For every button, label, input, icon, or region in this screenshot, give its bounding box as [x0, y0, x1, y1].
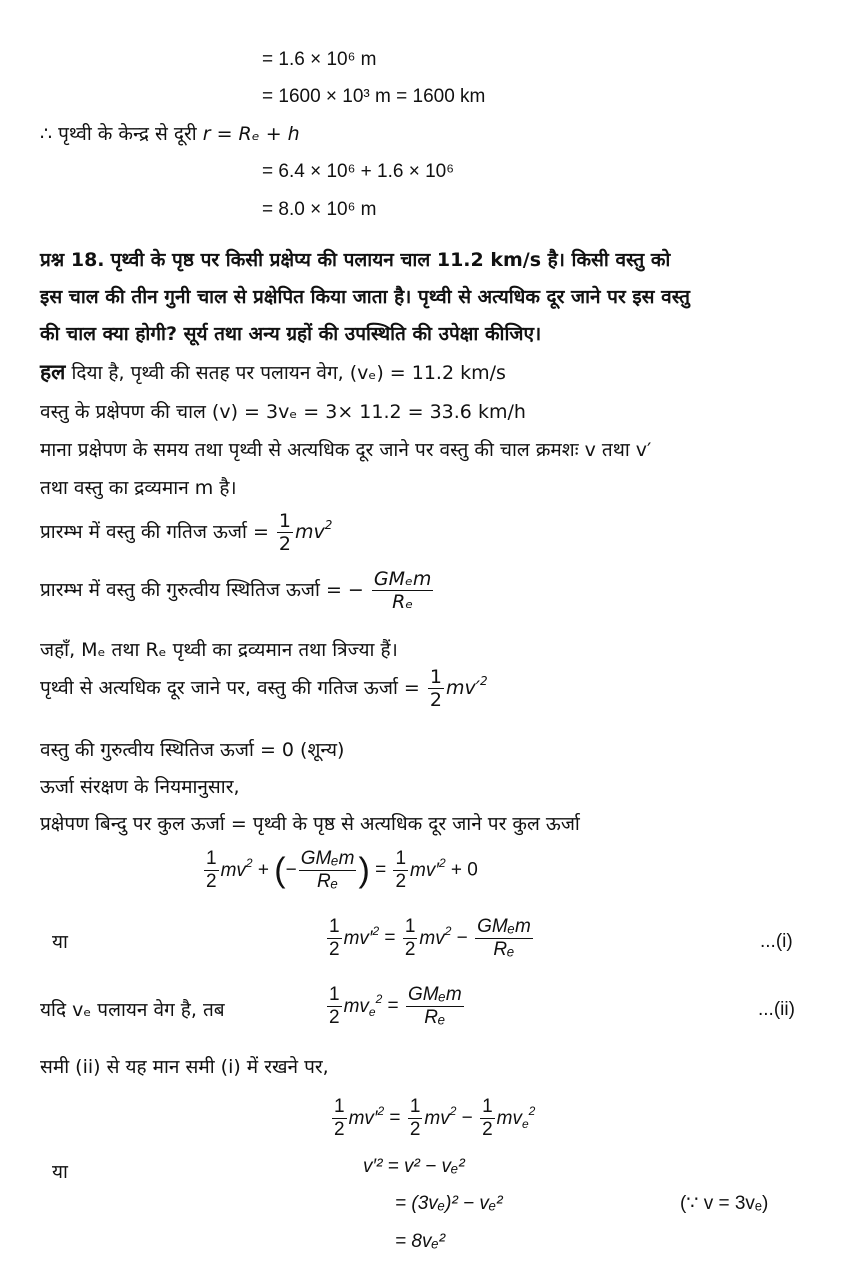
substituted-equation: $\frac{1}{2}$ $mv'^2$ = $\frac{1}{2}$ $mv^2$ − $\frac{1}{2}$ $mv_e^2$ [334, 1096, 536, 1140]
solution-line-2: वस्तु के प्रक्षेपण की चाल (v) = 3vₑ = 3× 11.2 = 33.6 km/h [40, 401, 526, 423]
denominator: 2 [395, 871, 407, 892]
final-equation-2: = (3vₑ)² − vₑ² [395, 1193, 503, 1214]
because-note: (∵ v = 3vₑ) [680, 1193, 769, 1214]
kinetic-energy-label: प्रारम्भ में वस्तु की गतिज ऊर्जा = [40, 521, 269, 543]
mv2: $mv^2$ [419, 923, 452, 949]
mve2: $mv_e^2$ [496, 1103, 536, 1131]
denominator: 2 [329, 939, 340, 960]
fraction-gmm-re [406, 984, 464, 1029]
denominator: 2 [404, 939, 416, 960]
fraction-half [408, 1096, 423, 1141]
calc-line-3-eq: r = Rₑ + h [202, 123, 300, 145]
numerator: 1 [429, 666, 442, 688]
numerator: 1 [409, 1096, 421, 1117]
ya-label-1: या [52, 931, 68, 953]
fraction-gmm-re [299, 848, 357, 893]
solution-line-3: माना प्रक्षेपण के समय तथा पृथ्वी से अत्यधिक दूर जाने पर वस्तु की चाल क्रमशः v तथा v′ [40, 439, 652, 461]
fraction-half [204, 848, 219, 893]
left-paren: ( [274, 851, 286, 890]
fraction-half [327, 916, 342, 961]
question-text-1: पृथ्वी के पृष्ठ पर किसी प्रक्षेप्य की पलायन चाल 11.2 km/s है। किसी वस्तु को [110, 249, 671, 271]
numerator: 1 [395, 848, 407, 869]
ya-label-2: या [52, 1161, 68, 1183]
numerator: GMₑm [373, 568, 432, 590]
denominator: Rₑ [392, 591, 414, 613]
right-paren: ) [358, 851, 370, 890]
mv-prime2: $mv'^2$ [445, 674, 488, 699]
numerator: GMₑm [300, 848, 355, 869]
denominator: 2 [482, 1119, 493, 1140]
question-line-1 [40, 248, 670, 272]
numerator: 1 [329, 984, 340, 1005]
question-line-2: इस चाल की तीन गुनी चाल से प्रक्षेपित किया जाता है। पृथ्वी से अत्यधिक दूर जाने पर इस वस्तु [40, 286, 690, 308]
solution-line-7: जहाँ, Mₑ तथा Rₑ पृथ्वी का द्रव्यमान तथा त्रिज्या हैं। [40, 639, 398, 661]
numerator: 1 [404, 916, 416, 937]
potential-energy-label: प्रारम्भ में वस्तु की गुरुत्वीय स्थितिज ऊर्जा = − [40, 579, 364, 601]
kinetic-energy-far-label: पृथ्वी से अत्यधिक दूर जाने पर, वस्तु की गतिज ऊर्जा = [40, 677, 420, 699]
calc-line-2: = 1600 × 10³ m = 1600 km [262, 86, 486, 107]
denominator: Rₑ [493, 939, 515, 960]
solution-label: हल [40, 360, 66, 384]
solution-line-14: समी (ii) से यह मान समी (i) में रखने पर, [40, 1056, 329, 1078]
fraction-gmm-re [475, 916, 533, 961]
fraction-half [480, 1096, 495, 1141]
denominator: 2 [409, 1119, 421, 1140]
final-equation-1: v′² = v² − vₑ² [363, 1156, 465, 1177]
equation-ref-i: ...(i) [760, 931, 793, 952]
denominator: 2 [329, 1007, 340, 1028]
question-label: प्रश्न 18. [40, 249, 105, 271]
potential-energy-initial [40, 568, 435, 613]
calc-line-3-label: ∴ पृथ्वी के केन्द्र से दूरी [40, 123, 197, 145]
denominator: 2 [206, 871, 217, 892]
escape-velocity-condition: यदि vₑ पलायन वेग है, तब [40, 999, 225, 1021]
equation-ii: $\frac{1}{2}$ $mv_e^2$ = $\frac{\text{GMₑm}}{\text{Rₑ}}$ [329, 984, 462, 1028]
fraction-half [428, 666, 444, 711]
mv2: $mv^2$ [424, 1103, 457, 1129]
solution-text-1: दिया है, पृथ्वी की सतह पर पलायन वेग, (vₑ) = 11.2 km/s [71, 362, 506, 384]
solution-line-11: प्रक्षेपण बिन्दु पर कुल ऊर्जा = पृथ्वी के पृष्ठ से अत्यधिक दूर जाने पर कुल ऊर्जा [40, 813, 580, 835]
kinetic-energy-initial [40, 510, 332, 555]
denominator: Rₑ [424, 1007, 446, 1028]
fraction-half [332, 1096, 347, 1141]
numerator: 1 [482, 1096, 493, 1117]
numerator: 1 [329, 916, 340, 937]
final-equation-3: = 8vₑ² [395, 1231, 446, 1252]
question-line-3: की चाल क्या होगी? सूर्य तथा अन्य ग्रहों की उपस्थिति की उपेक्षा कीजिए। [40, 323, 542, 345]
fraction-half [403, 916, 418, 961]
calc-line-4: = 6.4 × 10⁶ + 1.6 × 10⁶ [262, 161, 455, 182]
numerator: 1 [206, 848, 217, 869]
denominator: Rₑ [317, 871, 339, 892]
solution-line-9: वस्तु की गुरुत्वीय स्थितिज ऊर्जा = 0 (शून्य) [40, 739, 345, 761]
numerator: GMₑm [477, 916, 531, 937]
energy-equation: $\frac{1}{2}$ $mv^2$ + (− $\frac{\text{GMₑm}}{\text{Rₑ}}$ ) = $\frac{1}{2}$ $mv'^2 + 0$ [206, 848, 478, 892]
numerator: 1 [278, 510, 291, 532]
calc-line-3-text [40, 122, 300, 146]
fraction-half [327, 984, 342, 1029]
numerator: 1 [334, 1096, 345, 1117]
fraction-half [393, 848, 408, 893]
calc-line-5: = 8.0 × 10⁶ m [262, 199, 377, 220]
denominator: 2 [334, 1119, 345, 1140]
mve2: $mv_e^2$ [343, 991, 383, 1019]
equation-ref-ii: ...(ii) [758, 999, 795, 1020]
equation-i: $\frac{1}{2}$ $mv'^2$ = $\frac{1}{2}$ $mv^2$ − $\frac{\text{GMₑm}}{\text{Rₑ}}$ [329, 916, 531, 960]
mv2: $mv^2$ [295, 518, 333, 543]
denominator: 2 [429, 689, 442, 711]
numerator: GMₑm [407, 984, 462, 1005]
calc-line-1: = 1.6 × 10⁶ m [262, 49, 377, 70]
fraction-gmm-re [372, 568, 434, 613]
mv-prime2: $mv'^2$ [343, 923, 380, 949]
mv-prime2: $mv'^2$ [410, 855, 446, 881]
kinetic-energy-far [40, 666, 488, 711]
denominator: 2 [278, 533, 291, 555]
solution-line-4: तथा वस्तु का द्रव्यमान m है। [40, 477, 237, 499]
solution-line-1 [40, 360, 506, 385]
mv2: $mv^2$ [220, 855, 253, 881]
mv-prime2: $mv'^2$ [348, 1103, 385, 1129]
fraction-half [277, 510, 293, 555]
solution-line-10: ऊर्जा संरक्षण के नियमानुसार, [40, 776, 240, 798]
